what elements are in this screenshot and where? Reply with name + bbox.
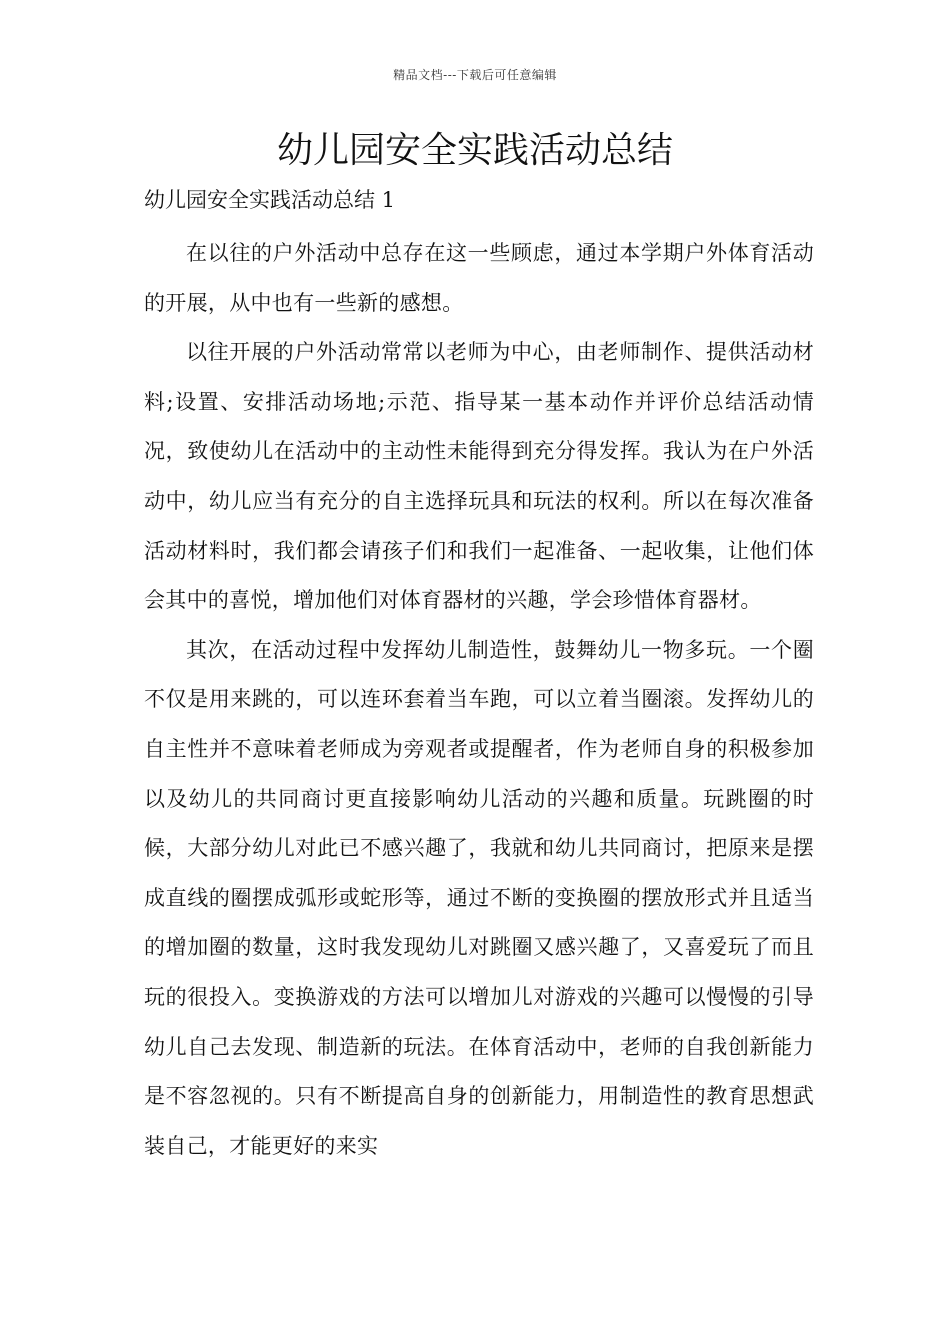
document-subtitle: 幼儿园安全实践活动总结 1 <box>144 188 396 212</box>
header-note: 精品文档---下载后可任意编辑 <box>393 68 557 82</box>
document-body <box>144 229 814 1171</box>
document-title: 幼儿园安全实践活动总结 <box>276 130 673 171</box>
paragraph: 在以往的户外活动中总存在这一些顾虑，通过本学期户外体育活动的开展，从中也有一些新的感想。 <box>144 241 814 315</box>
paragraph: 以往开展的户外活动常常以老师为中心，由老师制作、提供活动材料;设置、安排活动场地;示范、指导某一基本动作并评价总结活动情况，致使幼儿在活动中的主动性未能得到充分得发挥。我认为在户外活动中，幼儿应当有充分的自主选择玩具和玩法的权利。所以在每次准备活动材料时，我们都会请孩子们和我们一起准备、一起收集，让他们体会其中的喜悦，增加他们对体育器材的兴趣，学会珍惜体育器材。 <box>144 340 814 613</box>
paragraph: 其次，在活动过程中发挥幼儿制造性，鼓舞幼儿一物多玩。一个圈不仅是用来跳的，可以连环套着当车跑，可以立着当圈滚。发挥幼儿的自主性并不意味着老师成为旁观者或提醒者，作为老师自身的积极参加以及幼儿的共同商讨更直接影响幼儿活动的兴趣和质量。玩跳圈的时候，大部分幼儿对此已不感兴趣了，我就和幼儿共同商讨，把原来是摆成直线的圈摆成弧形或蛇形等，通过不断的变换圈的摆放形式并且适当的增加圈的数量，这时我发现幼儿对跳圈又感兴趣了，又喜爱玩了而且玩的很投入。变换游戏的方法可以增加儿对游戏的兴趣可以慢慢的引导幼儿自己去发现、制造新的玩法。在体育活动中，老师的自我创新能力是不容忽视的。只有不断提高自身的创新能力，用制造性的教育思想武装自己，才能更好的来实 <box>144 637 814 1158</box>
